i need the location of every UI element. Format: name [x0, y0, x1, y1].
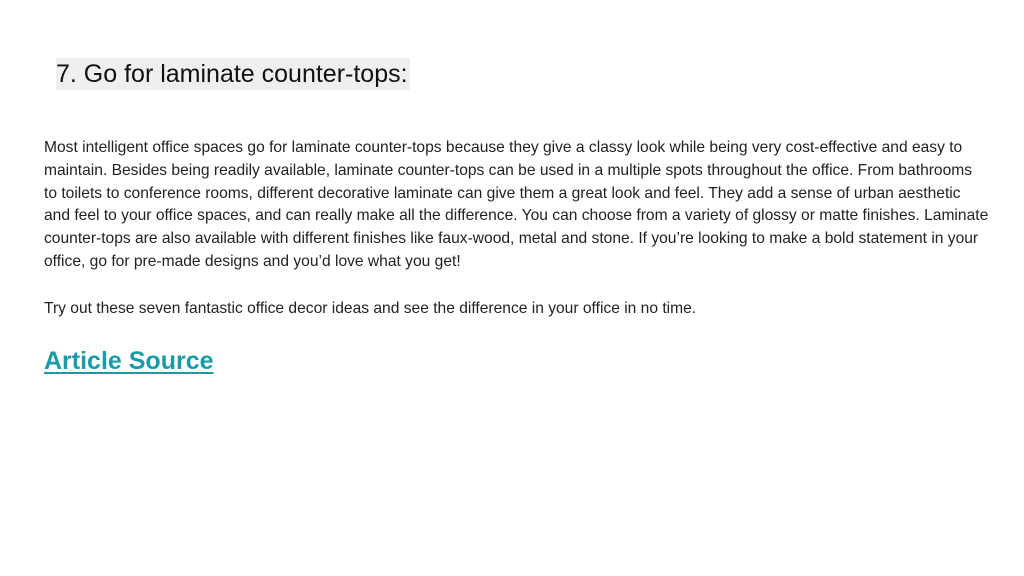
- body-paragraph-conclusion: Try out these seven fantastic office decor ideas and see the difference in your office in no time.: [44, 300, 697, 317]
- body-paragraph-laminate: Most intelligent office spaces go for laminate counter-tops because they give a classy look while being very cost-effective and easy to maintain. Besides being readily available, laminate counter-tops can be used in a multiple spots throughout the office. From bathrooms to toilets to conference rooms, different decorative laminate can give them a great look and feel. They add a sense of urban aesthetic and feel to your office spaces, and can really make all the difference. You can choose from a variety of glossy or matte finishes. Laminate counter-tops are also available with different finishes like faux-wood, metal and stone. If you’re looking to make a bold statement in your office, go for pre-made designs and you’d love what you get!: [44, 139, 989, 270]
- section-heading: 7. Go for laminate counter-tops:: [56, 60, 408, 88]
- article-source-link[interactable]: Article Source: [44, 347, 214, 375]
